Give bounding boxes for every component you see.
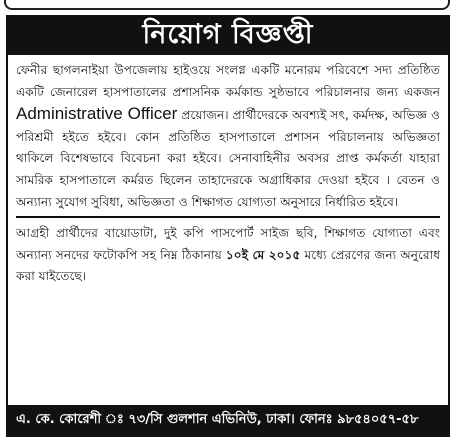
- job-notice: [6, 15, 450, 437]
- paragraph-2-part-1: আগ্রহী প্রার্থীদের বায়োডাটা, দুই কপি পাসপোর্ট সাইজ ছবি, শিক্ষাগত যোগ্যতা এবং অন্যান্য সনদের ফটোকপি সহ নিম্ন ঠিকানায়: [16, 226, 440, 262]
- paragraph-description: [16, 60, 440, 213]
- application-deadline: ১০ই মে ২০১৫: [225, 247, 301, 262]
- paragraph-2-part-2: মধ্যে প্রেরণের জন্য অনুরোধ করা যাইতেছে।: [16, 247, 441, 284]
- top-border-rule: [4, 0, 450, 10]
- paragraph-1-part-1: ফেনীর ছাগলনাইয়া উপজেলায় হাইওয়ে সংলগ্ন একটি মনোরম পরিবেশে সদ্য প্রতিষ্ঠিত একটি জেনারেল হাসপাতালের প্রশাসনিক কর্মকান্ড সুষ্ঠভাবে পরিচালনার জন্য একজন: [16, 63, 440, 99]
- paragraph-application: [16, 223, 440, 288]
- section-divider: [16, 216, 440, 218]
- job-title: Administrative Officer: [16, 104, 178, 124]
- paragraph-1-part-2: প্রয়োজন। প্রার্থীদেরকে অবশ্যই সৎ, কর্মদক্ষ, অভিজ্ঞ ও পরিশ্রমী হইতে হইবে। কোন প্রতিষ্ঠিত হাসপাতালে প্রশাসন পরিচালনায় অভিজ্ঞতা থাকিলে বিশেষভাবে বিবেচনা করা হইবে। সেনাবাহিনীর অবসর প্রাপ্ত কর্মকর্তা যাহারা সামরিক হাসপাতালে কর্মরত ছিলেন তাহাদেরকে অগ্রাধিকার দেওয়া হইবে । বেতন ও অন্যান্য সুযোগ সুবিধা, অভিজ্ঞতা ও শিক্ষাগত যোগ্যতা অনুসারে নির্ধারিত হইবে।: [16, 108, 441, 209]
- notice-body: [8, 55, 448, 288]
- contact-footer: এ. কে. কোরেশী ঃ ৭৩/সি গুলশান এভিনিউ, ঢাকা। ফোনঃ ৯৮৫৪০৫৭-৫৮: [8, 405, 448, 435]
- notice-title: নিয়োগ বিজ্ঞপ্তী: [8, 17, 448, 55]
